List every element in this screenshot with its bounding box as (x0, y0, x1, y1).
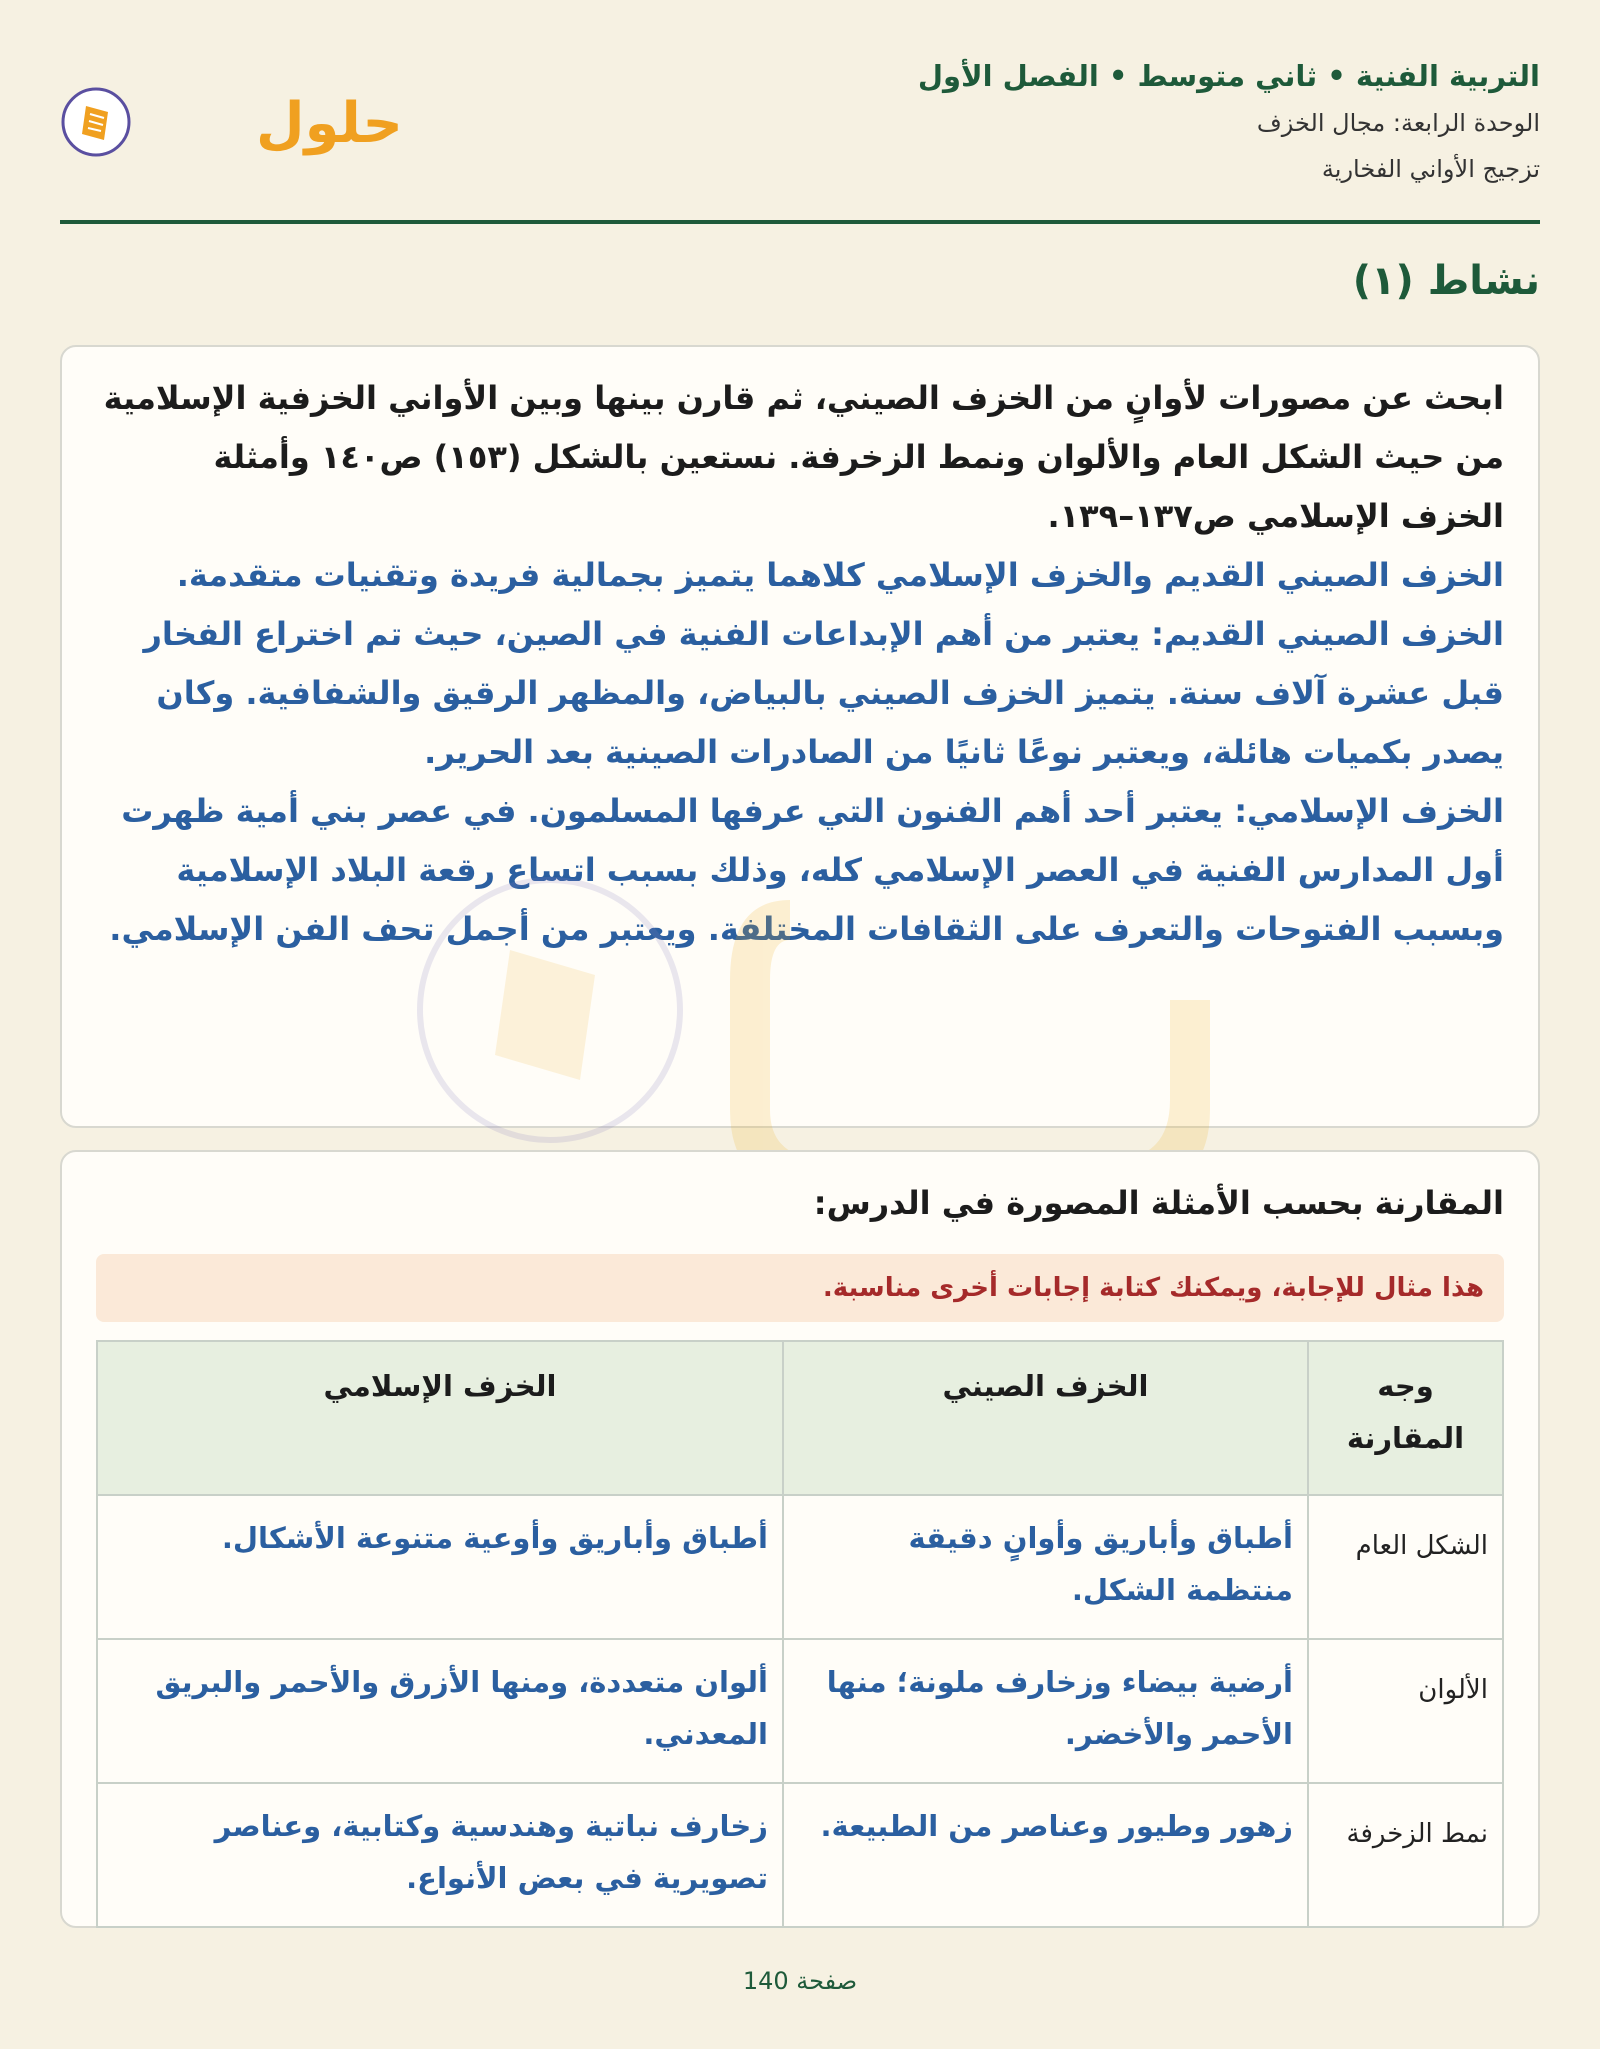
lesson-line: تزجيج الأواني الفخارية (1321, 155, 1540, 183)
activity-box (60, 345, 1540, 1128)
header-divider (60, 220, 1540, 224)
row-aspect: الشكل العام (1308, 1495, 1503, 1639)
comparison-table (96, 1340, 1504, 1928)
column-header-chinese: الخزف الصيني (783, 1341, 1308, 1495)
answer-paragraph-intro: الخزف الصيني القديم والخزف الإسلامي كلاهما يتميز بجمالية فريدة وتقنيات متقدمة. (176, 556, 1504, 594)
row-islamic: أطباق وأباريق وأوعية متنوعة الأشكال. (97, 1495, 783, 1639)
column-header-islamic: الخزف الإسلامي (97, 1341, 783, 1495)
page (60, 0, 1540, 2049)
answer-paragraph-chinese: الخزف الصيني القديم: يعتبر من أهم الإبداعات الفنية في الصين، حيث تم اختراع الفخار قبل عشرة آلاف سنة. يتميز الخزف الصيني بالبياض، والمظهر الرقيق والشفافية. وكان يصدر بكميات هائلة، ويعتبر نوعًا ثانيًا من الصادرات الصينية بعد الحرير. (143, 615, 1504, 771)
row-aspect: الألوان (1308, 1639, 1503, 1783)
activity-answer (102, 546, 1504, 959)
comparison-box (60, 1150, 1540, 1928)
unit-line: الوحدة الرابعة: مجال الخزف (1256, 109, 1540, 137)
row-islamic: ألوان متعددة، ومنها الأزرق والأحمر والبريق المعدني. (97, 1639, 783, 1783)
answer-paragraph-islamic: الخزف الإسلامي: يعتبر أحد أهم الفنون التي عرفها المسلمون. في عصر بني أمية ظهرت أول المدارس الفنية في العصر الإسلامي كله، وذلك بسبب اتساع رقعة البلاد الإسلامية وبسبب الفتوحات والتعرف على الثقافات المختلفة. ويعتبر من أجمل تحف الفن الإسلامي. (109, 792, 1504, 948)
table-row (97, 1495, 1503, 1639)
page-number: صفحة 140 (742, 1967, 858, 1995)
row-chinese: زهور وطيور وعناصر من الطبيعة. (783, 1783, 1308, 1927)
hulul-logo (60, 76, 403, 166)
activity-title: نشاط (١) (1352, 258, 1540, 304)
row-islamic: زخارف نباتية وهندسية وكتابية، وعناصر تصويرية في بعض الأنواع. (97, 1783, 783, 1927)
table-row (97, 1783, 1503, 1927)
answer-note: هذا مثال للإجابة، ويمكنك كتابة إجابات أخرى مناسبة. (96, 1254, 1504, 1322)
comparison-heading: المقارنة بحسب الأمثلة المصورة في الدرس: (813, 1184, 1504, 1222)
table-header-row (97, 1341, 1503, 1495)
row-aspect: نمط الزخرفة (1308, 1783, 1503, 1927)
header-text (918, 52, 1540, 192)
table-row (97, 1639, 1503, 1783)
column-header-aspect: وجه المقارنة (1308, 1341, 1503, 1495)
row-chinese: أرضية بيضاء وزخارف ملونة؛ منها الأحمر والأخضر. (783, 1639, 1308, 1783)
page-header (60, 52, 1540, 222)
logo-text: حلول (256, 91, 403, 156)
subject-line: التربية الفنية • ثاني متوسط • الفصل الأول (917, 59, 1540, 93)
row-chinese: أطباق وأباريق وأوانٍ دقيقة منتظمة الشكل. (783, 1495, 1308, 1639)
activity-question: ابحث عن مصورات لأوانٍ من الخزف الصيني، ثم قارن بينها وبين الأواني الخزفية الإسلامية من حيث الشكل العام والألوان ونمط الزخرفة. نستعين بالشكل (١٥٣) ص١٤٠ وأمثلة الخزف الإسلامي ص١٣٧–١٣٩. (103, 379, 1504, 535)
